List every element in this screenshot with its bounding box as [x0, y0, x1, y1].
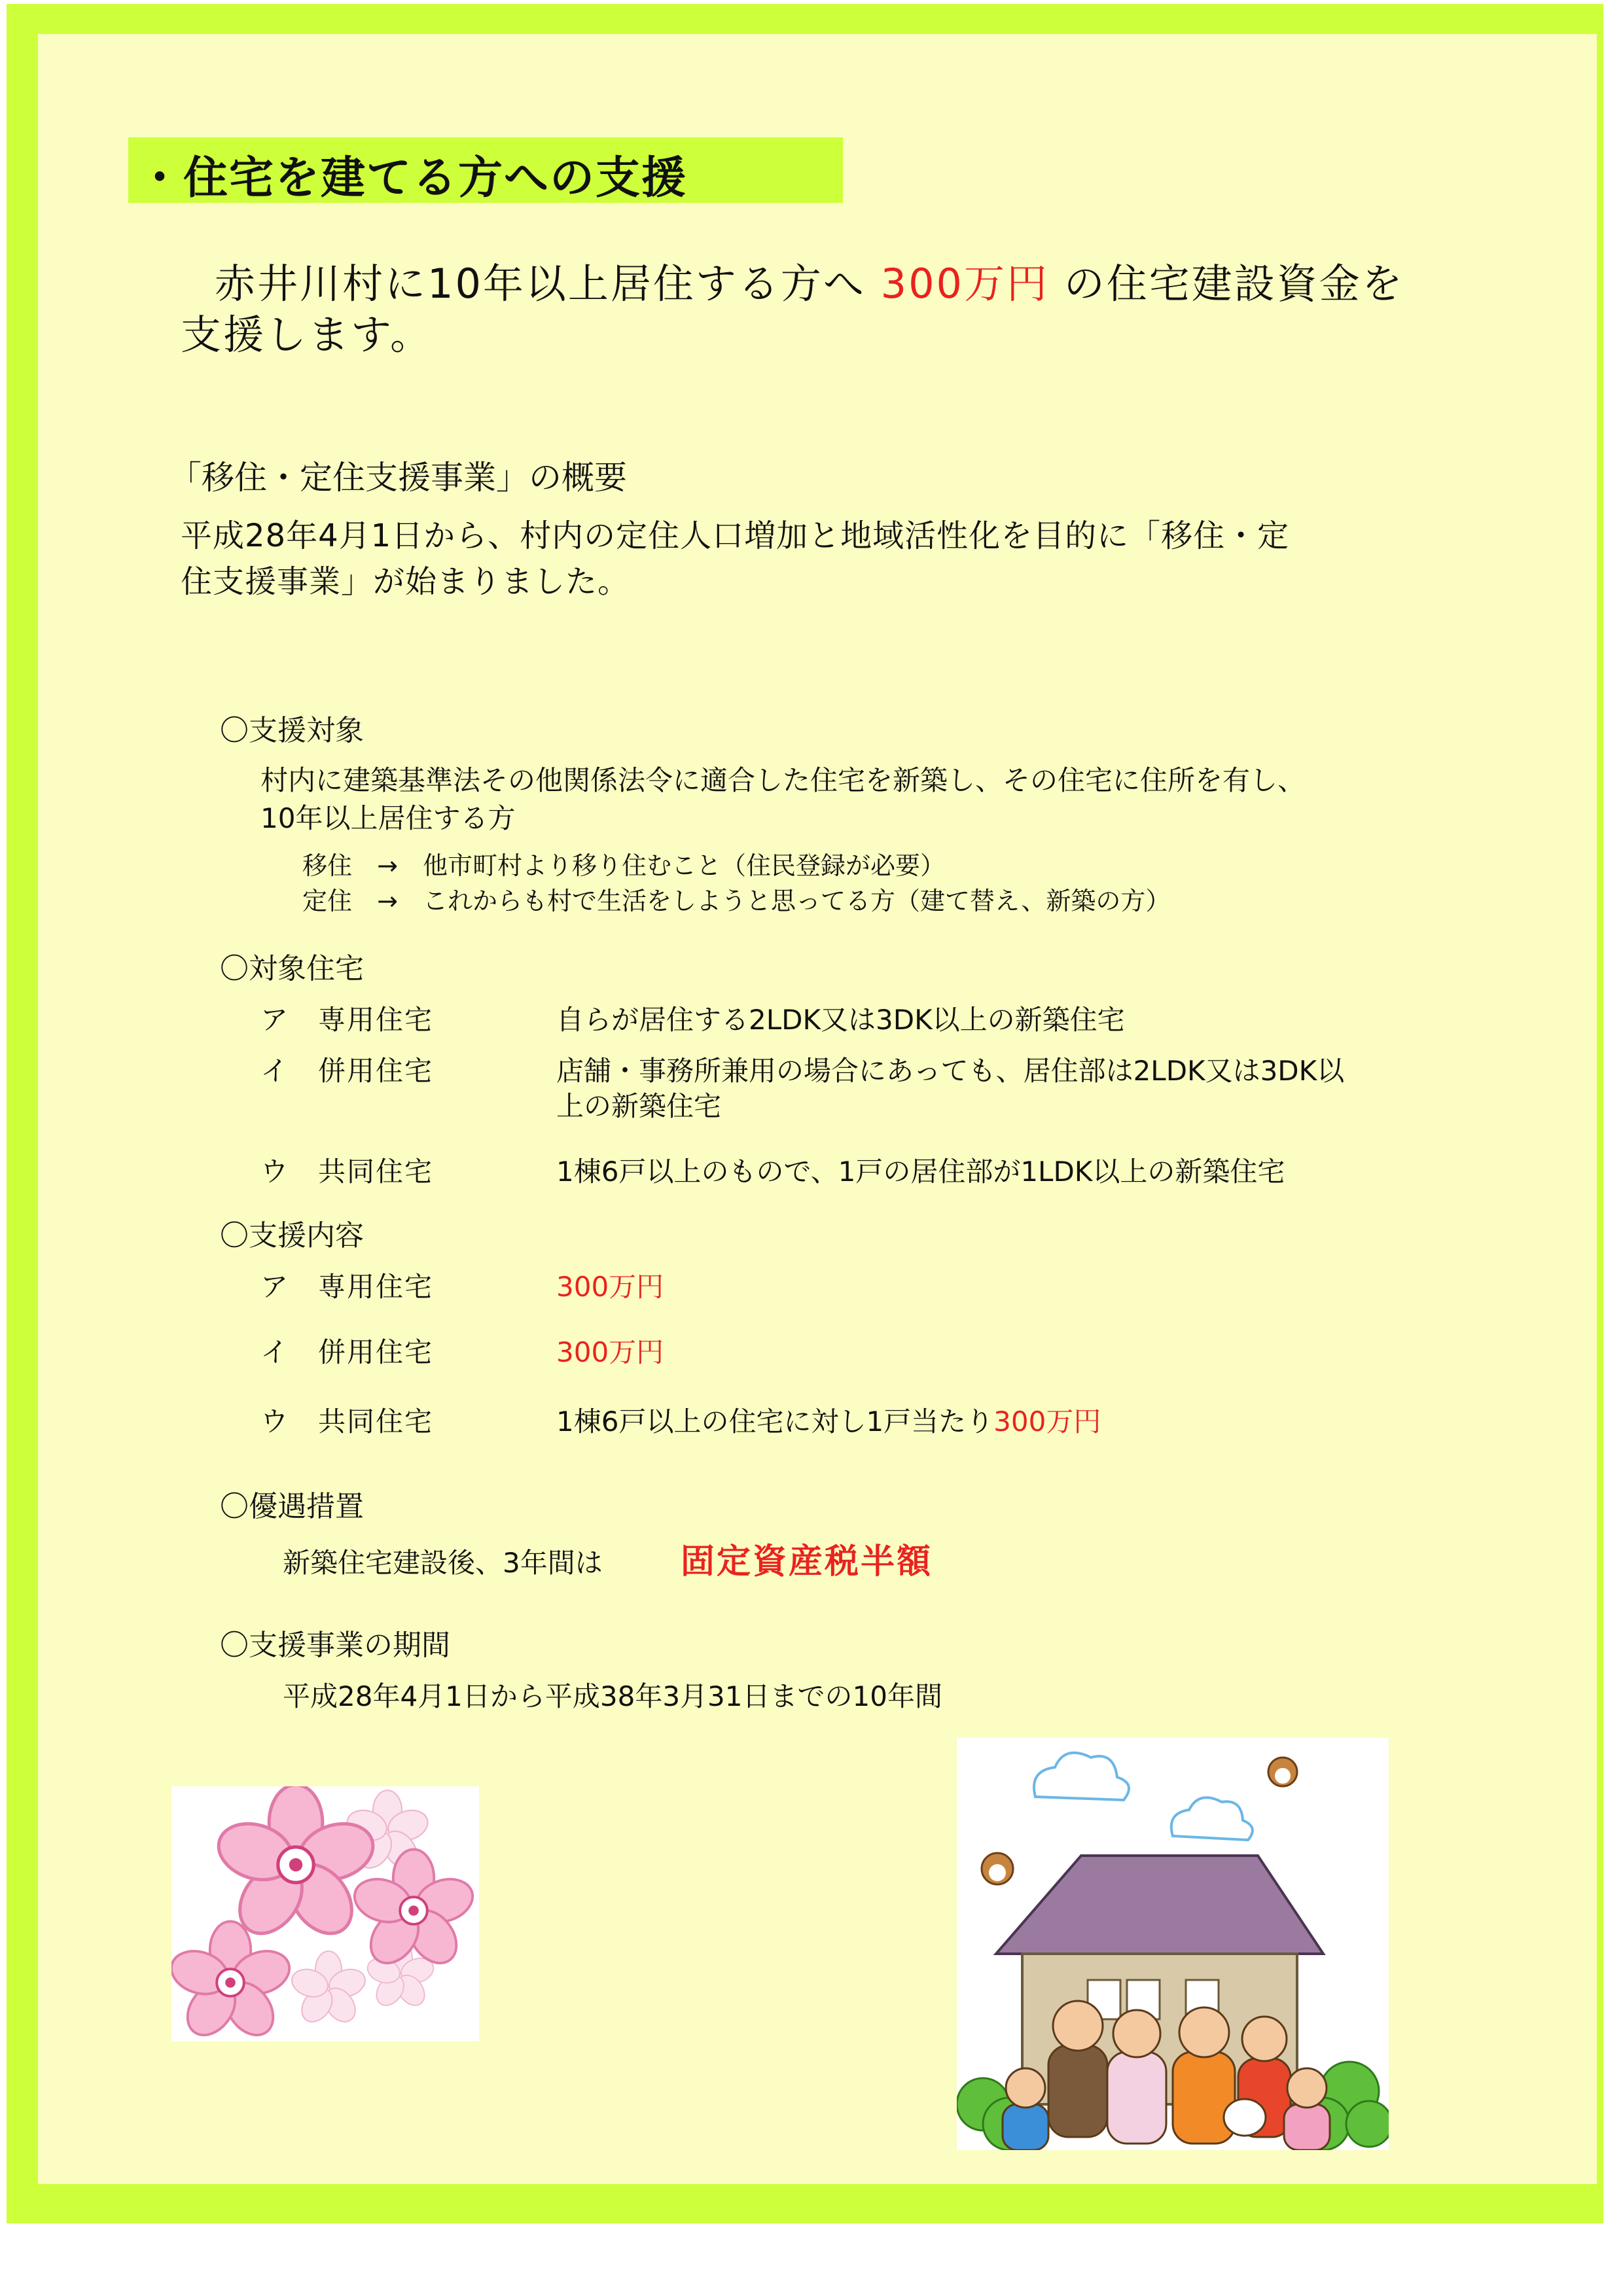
- housing-label: イ 併用住宅: [260, 1055, 434, 1087]
- lead-line-2: 支援します。: [181, 311, 433, 359]
- support-heading: 〇支援内容: [220, 1219, 364, 1252]
- bird-icon: [982, 1853, 1013, 1884]
- overview-text-line-2: 住支援事業」が始まりました。: [181, 563, 630, 600]
- target-line-2: 10年以上居住する方: [260, 802, 516, 834]
- housing-label: ウ 共同住宅: [260, 1156, 434, 1188]
- definition-term: 定住: [302, 887, 353, 915]
- support-amount: 300万円: [556, 1271, 664, 1303]
- period-text: 平成28年4月1日から平成38年3月31日までの10年間: [283, 1680, 942, 1712]
- definition-term: 移住: [302, 851, 353, 880]
- support-label: ウ 共同住宅: [260, 1405, 434, 1438]
- definition-row: [302, 845, 945, 881]
- housing-heading: 〇対象住宅: [220, 952, 364, 985]
- support-label: ア 専用住宅: [260, 1271, 434, 1303]
- lead-amount: 300万円: [880, 260, 1049, 308]
- housing-desc-cont: 上の新築住宅: [556, 1090, 722, 1122]
- definition-row: [302, 881, 1170, 917]
- preferential-highlight: 固定資産税半額: [681, 1542, 933, 1581]
- housing-desc: 1棟6戸以上のもので、1戸の居住部が1LDK以上の新築住宅: [556, 1156, 1285, 1188]
- family-house-illustration: [957, 1738, 1389, 2150]
- cherry-blossom-illustration: [171, 1786, 479, 2041]
- arrow-icon: →: [377, 851, 398, 880]
- target-line-1: 村内に建築基準法その他関係法令に適合した住宅を新築し、その住宅に住所を有し、: [260, 764, 1306, 796]
- lead-text-end: の住宅建設資金を: [1063, 260, 1404, 308]
- target-heading: 〇支援対象: [220, 714, 364, 747]
- definition-desc: これからも村で生活をしようと思ってる方（建て替え、新築の方）: [423, 887, 1171, 915]
- housing-label: ア 専用住宅: [260, 1004, 434, 1036]
- housing-desc: 自らが居住する2LDK又は3DK以上の新築住宅: [556, 1004, 1125, 1036]
- preferential-text: 新築住宅建設後、3年間は: [283, 1547, 603, 1579]
- bird-icon: [1268, 1757, 1297, 1786]
- overview-text-line-1: 平成28年4月1日から、村内の定住人口増加と地域活性化を目的に「移住・定: [181, 518, 1290, 554]
- overview-heading: 「移住・定住支援事業」の概要: [169, 459, 627, 497]
- definition-desc: 他市町村より移り住むこと（住民登録が必要）: [423, 851, 946, 880]
- preferential-heading: 〇優遇措置: [220, 1490, 364, 1523]
- page-title: ・住宅を建てる方への支援: [137, 152, 688, 204]
- arrow-icon: →: [377, 887, 398, 915]
- housing-desc: 店舗・事務所兼用の場合にあっても、居住部は2LDK又は3DK以: [556, 1055, 1345, 1087]
- lead-text: 赤井川村に10年以上居住する方へ: [215, 260, 866, 308]
- support-amount: 300万円: [993, 1405, 1101, 1438]
- period-heading: 〇支援事業の期間: [220, 1629, 450, 1662]
- support-desc-text: 1棟6戸以上の住宅に対し1戸当たり: [556, 1405, 994, 1438]
- lead-line-1: [215, 251, 1404, 309]
- support-desc: [556, 1400, 1101, 1439]
- support-amount: 300万円: [556, 1336, 664, 1368]
- support-label: イ 併用住宅: [260, 1336, 434, 1368]
